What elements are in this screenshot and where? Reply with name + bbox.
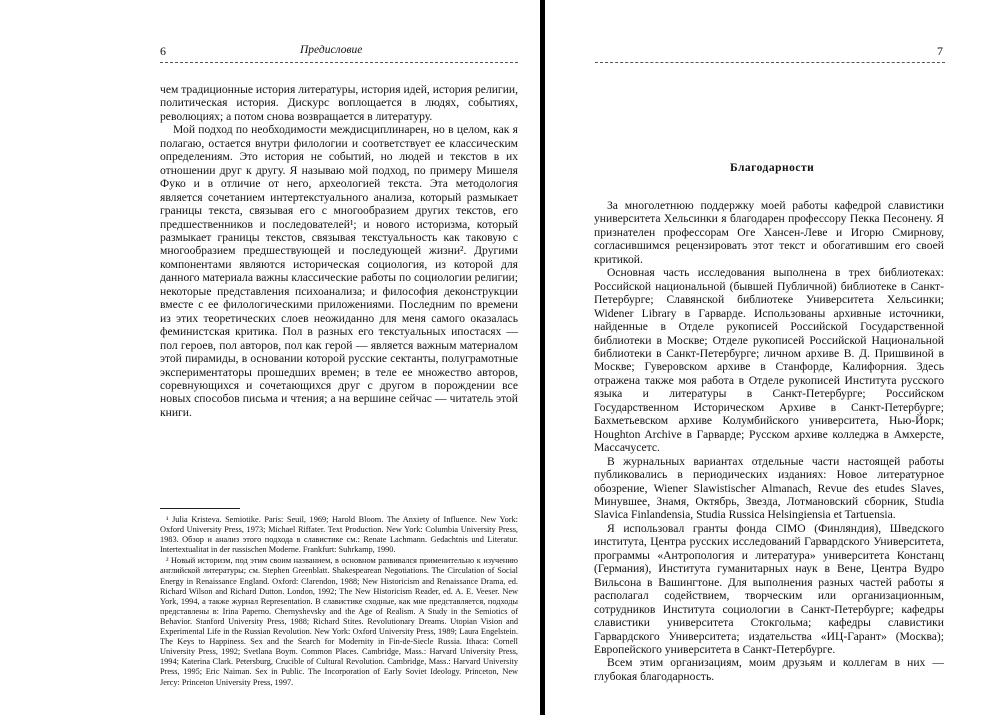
header-rule — [595, 62, 945, 63]
paragraph: Основная часть исследования выполнена в трех библиотеках: Российской национальной (бывшей Публичной) библиотеке в Санкт-Петербурге; Славянской библиотеке Университета Хельсинки; Widener Library в Гарварде. Использованы архивные источники, найденные в Отделе рукописей Российской Государственной библиотеки в Москве; Отделе рукописей Российской Национальной библиотеки в Санкт-Петербурге; личном архиве В. Д. Пришвиной в Москве; Гуверовском архиве в Станфорде, Калифорния. Здесь отражена также моя работа в Отделе рукописей Института русского языка и литературы в Санкт-Петербурге; Российском Государственном Историческом Архиве в Санкт-Петербурге; Бахметьевском архиве Колумбийского университета, Нью-Йорк; Houghton Archive в Гарварде; Русском архиве колледжа в Амхерсте, Массачусетс. — [594, 266, 944, 455]
paragraph: В журнальных вариантах отдельные части настоящей работы публиковались в периодических изданиях: Новое литературное обозрение, Wiener Slawistischer Almanach, Revue des etudes Slaves, Минувшее, Знамя, Октябрь, Звезда, Лотмановский сборник, Studia Slavica Finlandensia, Studia Russica Helsingiensia et Tartuensia. — [594, 454, 944, 522]
running-head: Предисловие — [300, 44, 363, 56]
paragraph: Я использовал гранты фонда CIMO (Финляндия), Шведского института, Центра русских исследований Гарвардского Университета, программы «Антропология и литература» университета Констанц (Германия), Института гуманитарных наук в Вене, Центра Вудро Вильсона в Вашингтоне. Для выполнения разных частей работы я располагал содействием, творческим или организационным, сотрудников Института социологии в Санкт-Петербурге; кафедры славистики университета Стокгольма; кафедры славистики Гарвардского Университета; издательства «ИЦ-Гарант» (Москва); Европейского университета в Санкт-Петербурге. — [594, 521, 944, 656]
paragraph: Всем этим организациям, моим друзьям и коллегам в них — глубокая благодарность. — [594, 656, 944, 683]
main-text — [160, 83, 518, 419]
footnote-rule — [160, 508, 240, 509]
header-rule — [160, 62, 518, 63]
paragraph: чем традиционные история литературы, история идей, история религии, политическая история. Дискурс воплощается в людях, событиях, революциях; а потом снова возвращается в литературу. — [160, 83, 518, 123]
paragraph: Мой подход по необходимости междисциплинарен, но в целом, как я полагаю, остается внутри филологии и соответствует ее классическим определениям. Это история не событий, но людей и текстов в их отношении друг к другу. Я называю мой подход, по примеру Мишеля Фуко и в отличие от него, археологией текста. Эта методология является сочетанием интертекстуального анализа, который размыкает границы текста, связывая его с многообразием других текстов, его предшественников и последователей¹; и нового историзма, который размыкает границы текстов, связывая текстуальность как таковую с многообразием предшествующей и последующей жизни². Другими компонентами являются историческая социология, из которой для данного материала важны классические работы по социологии религии; некоторые представления психоанализа; и философия деконструкции вместе с ее филологическими приложениями. Последним по времени из этих теоретических слоев неожиданно для меня самого оказалась феминистская критика. Пол в разных его текстуальных ипостасях — пол героев, пол авторов, пол как герой — является важным материалом этой пирамиды, в основании которой русские сектанты, полуграмотные экспериментаторы прошедших времен; в теле ее множество авторов, соревнующихся и сочетающихся друг с другом в порождении все новых способов письма и чтения; а на вершине сейчас — читатель этой книги. — [160, 123, 518, 419]
footnote: ¹ Julia Kristeva. Semiotike. Paris: Seuil, 1969; Harold Bloom. The Anxiety of Influence. New York: Oxford University Press, 1973; Michael Riffater. Text Production. New York: Columbia University Press, 1983. Обзор и анализ этого подхода в славистике см.: Renate Lachmann. Gedachtnis und Literatur. Intertextualitat in der russischen Moderne. Frankfurt: Suhrkamp, 1990. — [160, 515, 518, 555]
section-title: Благодарности — [730, 162, 815, 174]
footnotes — [160, 515, 518, 689]
footnote: ² Новый историзм, под этим своим названием, в основном развивался применительно к изучению английской литературы; см. Stephen Greenblatt. Shakespearean Negotiations. The Circulation of Social Energy in Renaissance England. Oxford: Clarendon, 1988; New Historicism and Renaissance Drama, ed. Richard Wilson and Richard Dutton. London, 1992; The New Historicism Reader, ed. A. E. Veeser. New York, 1994, а также журнал Representation. В славистике сходные, как мне представляется, подходы представлены в: Irina Paperno. Chernyshevsky and the Age of Realism. A Study in the Semiotics of Behavior. Stanford University Press, 1988; Richard Stites. Revolutionary Dreams. Utopian Vision and Experimental Life in the Russian Revolution. New York: Oxford University Press, 1989; Laura Engelstein. The Keys to Happiness. Sex and the Search for Modernity in Fin-de-Siecle Russia. Ithaca: Cornell University Press, 1992; Svetlana Boym. Common Places. Cambridge, Mass.: Harvard University Press, 1994; Katerina Clark. Petersburg, Crucible of Cultural Revolution. Cambridge, Mass.: Harvard University Press, 1995; Eric Naiman. Sex in Public. The Incorporation of Early Soviet Ideology. Princeton, New Jercy: Princeton University Press, 1997. — [160, 556, 518, 687]
page-number: 6 — [160, 44, 166, 58]
page-number: 7 — [937, 44, 943, 58]
acknowledgements-text — [594, 199, 944, 683]
paragraph: За многолетнюю поддержку моей работы кафедрой славистики университета Хельсинки я благодарен профессору Пекка Песонену. Я признателен профессорам Оге Хансен-Леве и Игорю Смирнову, согласившимся рецензировать этот текст и обогатившим его своей критикой. — [594, 199, 944, 266]
